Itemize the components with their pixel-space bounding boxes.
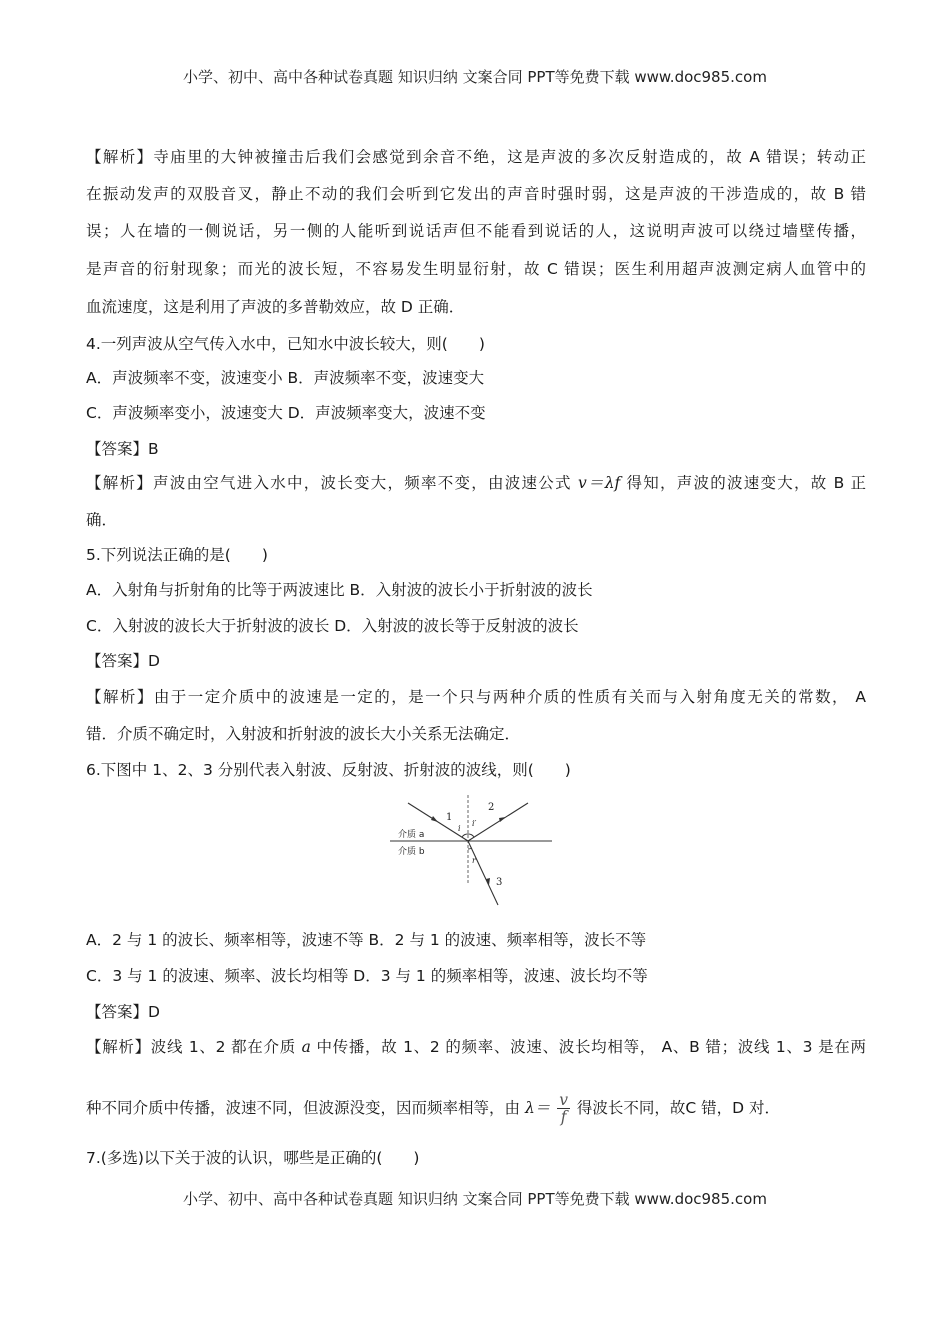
refracted-ray-3	[468, 841, 498, 905]
question-5-analysis-line-1: 【解析】由于一定介质中的波速是一定的，是一个只与两种介质的性质有关而与入射角度无关的常数， A	[86, 688, 866, 706]
question-6-analysis-line-2	[86, 1088, 866, 1128]
analysis-3-line-3: 误；人在墙的一侧说话，另一侧的人能听到说话声但不能看到说话的人，这说明声波可以绕过墙壁传播，	[86, 222, 866, 240]
ray-2-label: 2	[488, 802, 495, 813]
analysis-text: 种不同介质中传播，波速不同，但波源没变，因而频率相等，由	[86, 1099, 521, 1117]
analysis-3-line-4: 是声音的衍射现象；而光的波长短，不容易发生明显衍射，故 C 错误；医生利用超声波测定病人血管中的	[86, 260, 866, 278]
ray-1-label: 1	[446, 812, 453, 823]
page-header: 小学、初中、高中各种试卷真题 知识归纳 文案合同 PPT等免费下载 www.doc985.com	[183, 68, 767, 86]
angle-i2-arc	[468, 834, 474, 837]
medium-b-label: 介质 b	[398, 847, 425, 857]
medium-a-label: 介质 a	[398, 830, 425, 840]
wave-reflection-refraction-figure	[388, 793, 554, 913]
question-5-stem: 5.下列说法正确的是( )	[86, 546, 268, 564]
analysis-text: 得波长不同，故C 错，D 对．	[576, 1099, 781, 1117]
question-6-options-cd: C．3 与 1 的波速、频率、波长均相等 D．3 与 1 的频率相等，波速、波长均不等	[86, 967, 648, 985]
question-7-stem: 7.(多选)以下关于波的认识，哪些是正确的( )	[86, 1149, 420, 1167]
angle-r-label: r	[472, 856, 476, 865]
analysis-3-line-2: 在振动发声的双股音叉，静止不动的我们会听到它发出的声音时强时弱，这是声波的干涉造成的，故 B 错	[86, 185, 866, 203]
wave-diagram	[388, 793, 554, 913]
question-4-analysis-line-2: 确．	[86, 511, 118, 529]
incident-arrow-icon	[431, 816, 438, 822]
medium-variable: a	[301, 1038, 311, 1056]
question-5-options-ab: A．入射角与折射角的比等于两波速比 B．入射波的波长小于折射波的波长	[86, 581, 593, 599]
page-footer: 小学、初中、高中各种试卷真题 知识归纳 文案合同 PPT等免费下载 www.doc985.com	[183, 1190, 767, 1208]
question-6-options-ab: A．2 与 1 的波长、频率相等，波速不等 B．2 与 1 的波速、频率相等，波长不等	[86, 931, 647, 949]
reflected-ray-2	[468, 803, 528, 841]
analysis-3-line-5: 血流速度，这是利用了声波的多普勒效应，故 D 正确．	[86, 298, 465, 316]
question-4-answer: 【答案】B	[86, 440, 159, 458]
ray-3-label: 3	[496, 877, 503, 888]
analysis-3-line-1: 【解析】寺庙里的大钟被撞击后我们会感觉到余音不绝，这是声波的多次反射造成的，故 A 错误；转动正	[86, 148, 866, 166]
angle-i2-label: i′	[472, 819, 477, 828]
analysis-text: 得知，声波的波速变大，故 B 正	[626, 474, 866, 492]
question-6-analysis-line-1	[86, 1037, 866, 1057]
analysis-text: 【解析】波线 1、2 都在介质	[86, 1038, 296, 1056]
question-4-stem: 4.一列声波从空气传入水中，已知水中波长较大，则( )	[86, 335, 485, 353]
question-6-stem: 6.下图中 1、2、3 分别代表入射波、反射波、折射波的波线，则( )	[86, 761, 571, 779]
reflected-arrow-icon	[499, 817, 506, 822]
question-4-options-ab: A．声波频率不变，波速变小 B．声波频率不变，波速变大	[86, 369, 485, 387]
question-5-options-cd: C．入射波的波长大于折射波的波长 D．入射波的波长等于反射波的波长	[86, 617, 579, 635]
analysis-text: 中传播，故 1、2 的频率、波速、波长均相等， A、B 错；波线 1、3 是在两	[316, 1038, 867, 1056]
fraction-numerator: v	[559, 1091, 568, 1109]
angle-i-label: i	[458, 824, 461, 833]
question-4-options-cd: C．声波频率变小，波速变大 D．声波频率变大，波速不变	[86, 404, 486, 422]
analysis-text: 【解析】声波由空气进入水中，波长变大，频率不变，由波速公式	[86, 474, 572, 492]
fraction-denominator: f	[560, 1108, 567, 1126]
lambda-symbol: λ＝	[524, 1099, 551, 1117]
question-5-analysis-line-2: 错．介质不确定时，入射波和折射波的波长大小关系无法确定．	[86, 725, 521, 743]
question-5-answer: 【答案】D	[86, 652, 160, 670]
angle-i-arc	[462, 834, 468, 837]
question-6-answer: 【答案】D	[86, 1003, 160, 1021]
wavelength-fraction	[557, 1092, 570, 1125]
question-4-analysis-line-1	[86, 473, 866, 493]
wave-speed-formula: v＝λf	[577, 474, 621, 492]
